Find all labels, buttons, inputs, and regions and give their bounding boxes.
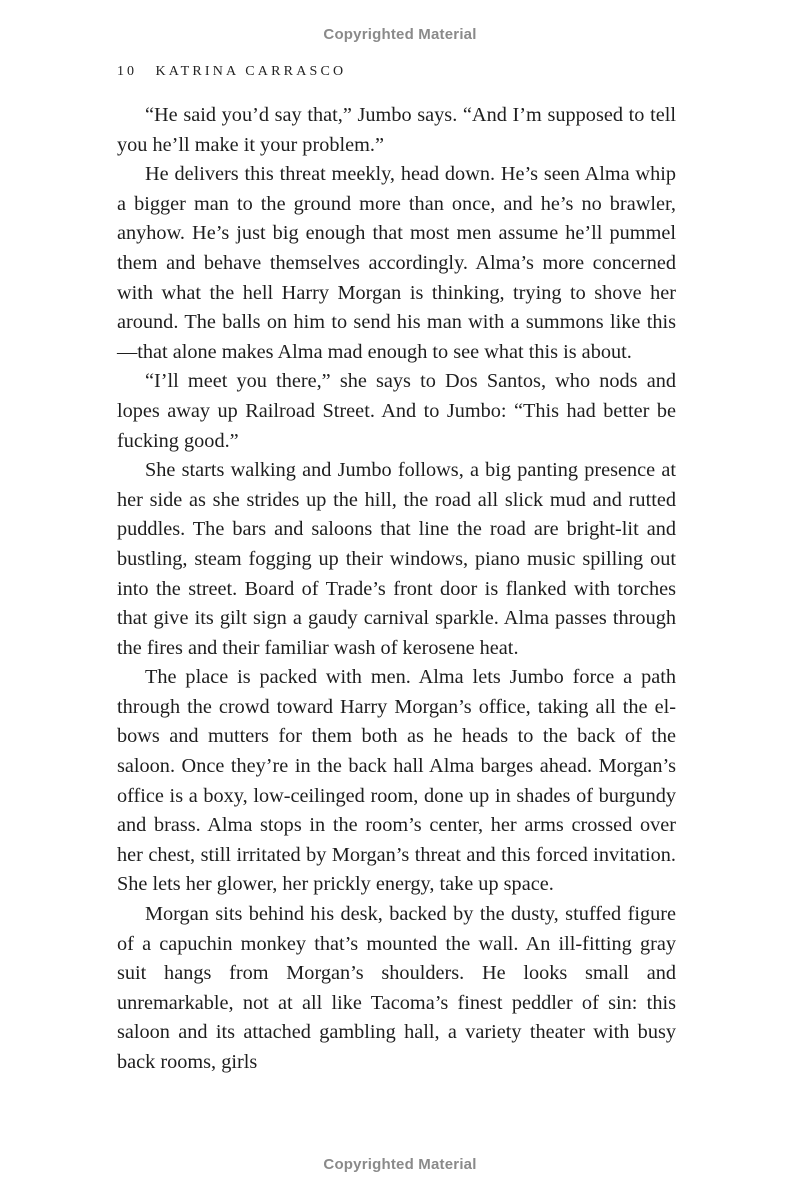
paragraph: He delivers this threat meekly, head down. He’s seen Alma whip a bigger man to the ground more than once, and he’s no brawler, anyhow. He’s just big enough that most men assume he’ll pummel them and behave themselves accordingly. Alma’s more concerned with what the hell Harry Morgan is thinking, trying to shove her around. The balls on him to send his man with a summons like this—that alone makes Alma mad enough to see what this is about. [117, 163, 676, 363]
copyright-watermark-bottom: Copyrighted Material [323, 1156, 477, 1173]
copyright-watermark-top: Copyrighted Material [323, 26, 477, 43]
running-head [117, 64, 346, 80]
paragraph: “I’ll meet you there,” she says to Dos Santos, who nods and lopes away up Railroad Street. And to Jumbo: “This had better be fucking good.” [117, 370, 676, 452]
page-number: 10 [117, 64, 137, 79]
paragraph: The place is packed with men. Alma lets Jumbo force a path through the crowd toward Harry Morgan’s office, taking all the elbows and mutters for them both as he heads to the back of the saloon. Once they’re in the back hall Alma barges ahead. Morgan’s office is a boxy, low-ceilinged room, done up in shades of burgundy and brass. Alma stops in the room’s center, her arms crossed over her chest, still irritated by Morgan’s threat and this forced invitation. She lets her glower, her prickly energy, take up space. [117, 666, 676, 896]
author-name: KATRINA CARRASCO [155, 64, 347, 79]
paragraph: “He said you’d say that,” Jumbo says. “And I’m supposed to tell you he’ll make it your problem.” [117, 104, 676, 156]
paragraph: She starts walking and Jumbo follows, a big panting presence at her side as she strides up the hill, the road all slick mud and rutted puddles. The bars and saloons that line the road are bright-lit and bustling, steam fogging up their windows, piano music spilling out into the street. Board of Trade’s front door is flanked with torches that give its gilt sign a gaudy carnival sparkle. Alma passes through the fires and their familiar wash of kerosene heat. [117, 459, 676, 659]
paragraph: Morgan sits behind his desk, backed by the dusty, stuffed figure of a capuchin monkey that’s mounted the wall. An ill-fitting gray suit hangs from Morgan’s shoulders. He looks small and unremarkable, not at all like Tacoma’s finest peddler of sin: this saloon and its attached gambling hall, a variety theater with busy back rooms, girls [117, 903, 676, 1073]
body-text [117, 101, 676, 1078]
